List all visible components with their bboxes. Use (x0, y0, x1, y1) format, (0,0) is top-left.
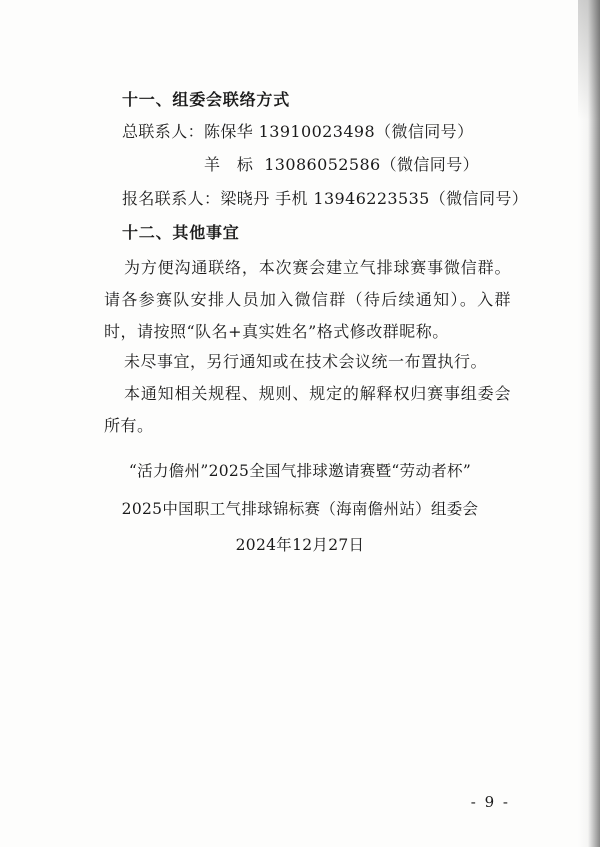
wechat-group-paragraph: 为方便沟通联络，本次赛会建立气排球赛事微信群。请各参赛队安排人员加入微信群（待后续通知）。入群时，请按照“队名+真实姓名”格式修改群昵称。 (104, 258, 511, 341)
unfinished-matters-paragraph: 未尽事宜，另行通知或在技术会议统一布置执行。 (124, 352, 488, 371)
scan-shadow-edge (578, 0, 600, 847)
second-contact-line: 羊 标 13086052586（微信同号） (204, 155, 480, 174)
organizer-line-2: 2025中国职工气排球锦标赛（海南儋州站）组委会 (121, 500, 479, 518)
section-12-heading: 十二、其他事宜 (122, 223, 240, 242)
page-number: - 9 - (470, 793, 510, 811)
interpretation-rights-paragraph: 本通知相关规程、规则、规定的解释权归赛事组委会所有。 (104, 384, 511, 435)
issue-date: 2024年12月27日 (235, 536, 365, 554)
general-contact-line: 总联系人：陈保华 13910023498（微信同号） (122, 122, 474, 141)
registration-contact-line: 报名联系人：梁晓丹 手机 13946223535（微信同号） (122, 189, 529, 208)
organizer-line-1: “活力儋州”2025全国气排球邀请赛暨“劳动者杯” (128, 462, 472, 480)
scan-shadow-corner (578, 0, 600, 120)
section-11-heading: 十一、组委会联络方式 (122, 90, 291, 109)
